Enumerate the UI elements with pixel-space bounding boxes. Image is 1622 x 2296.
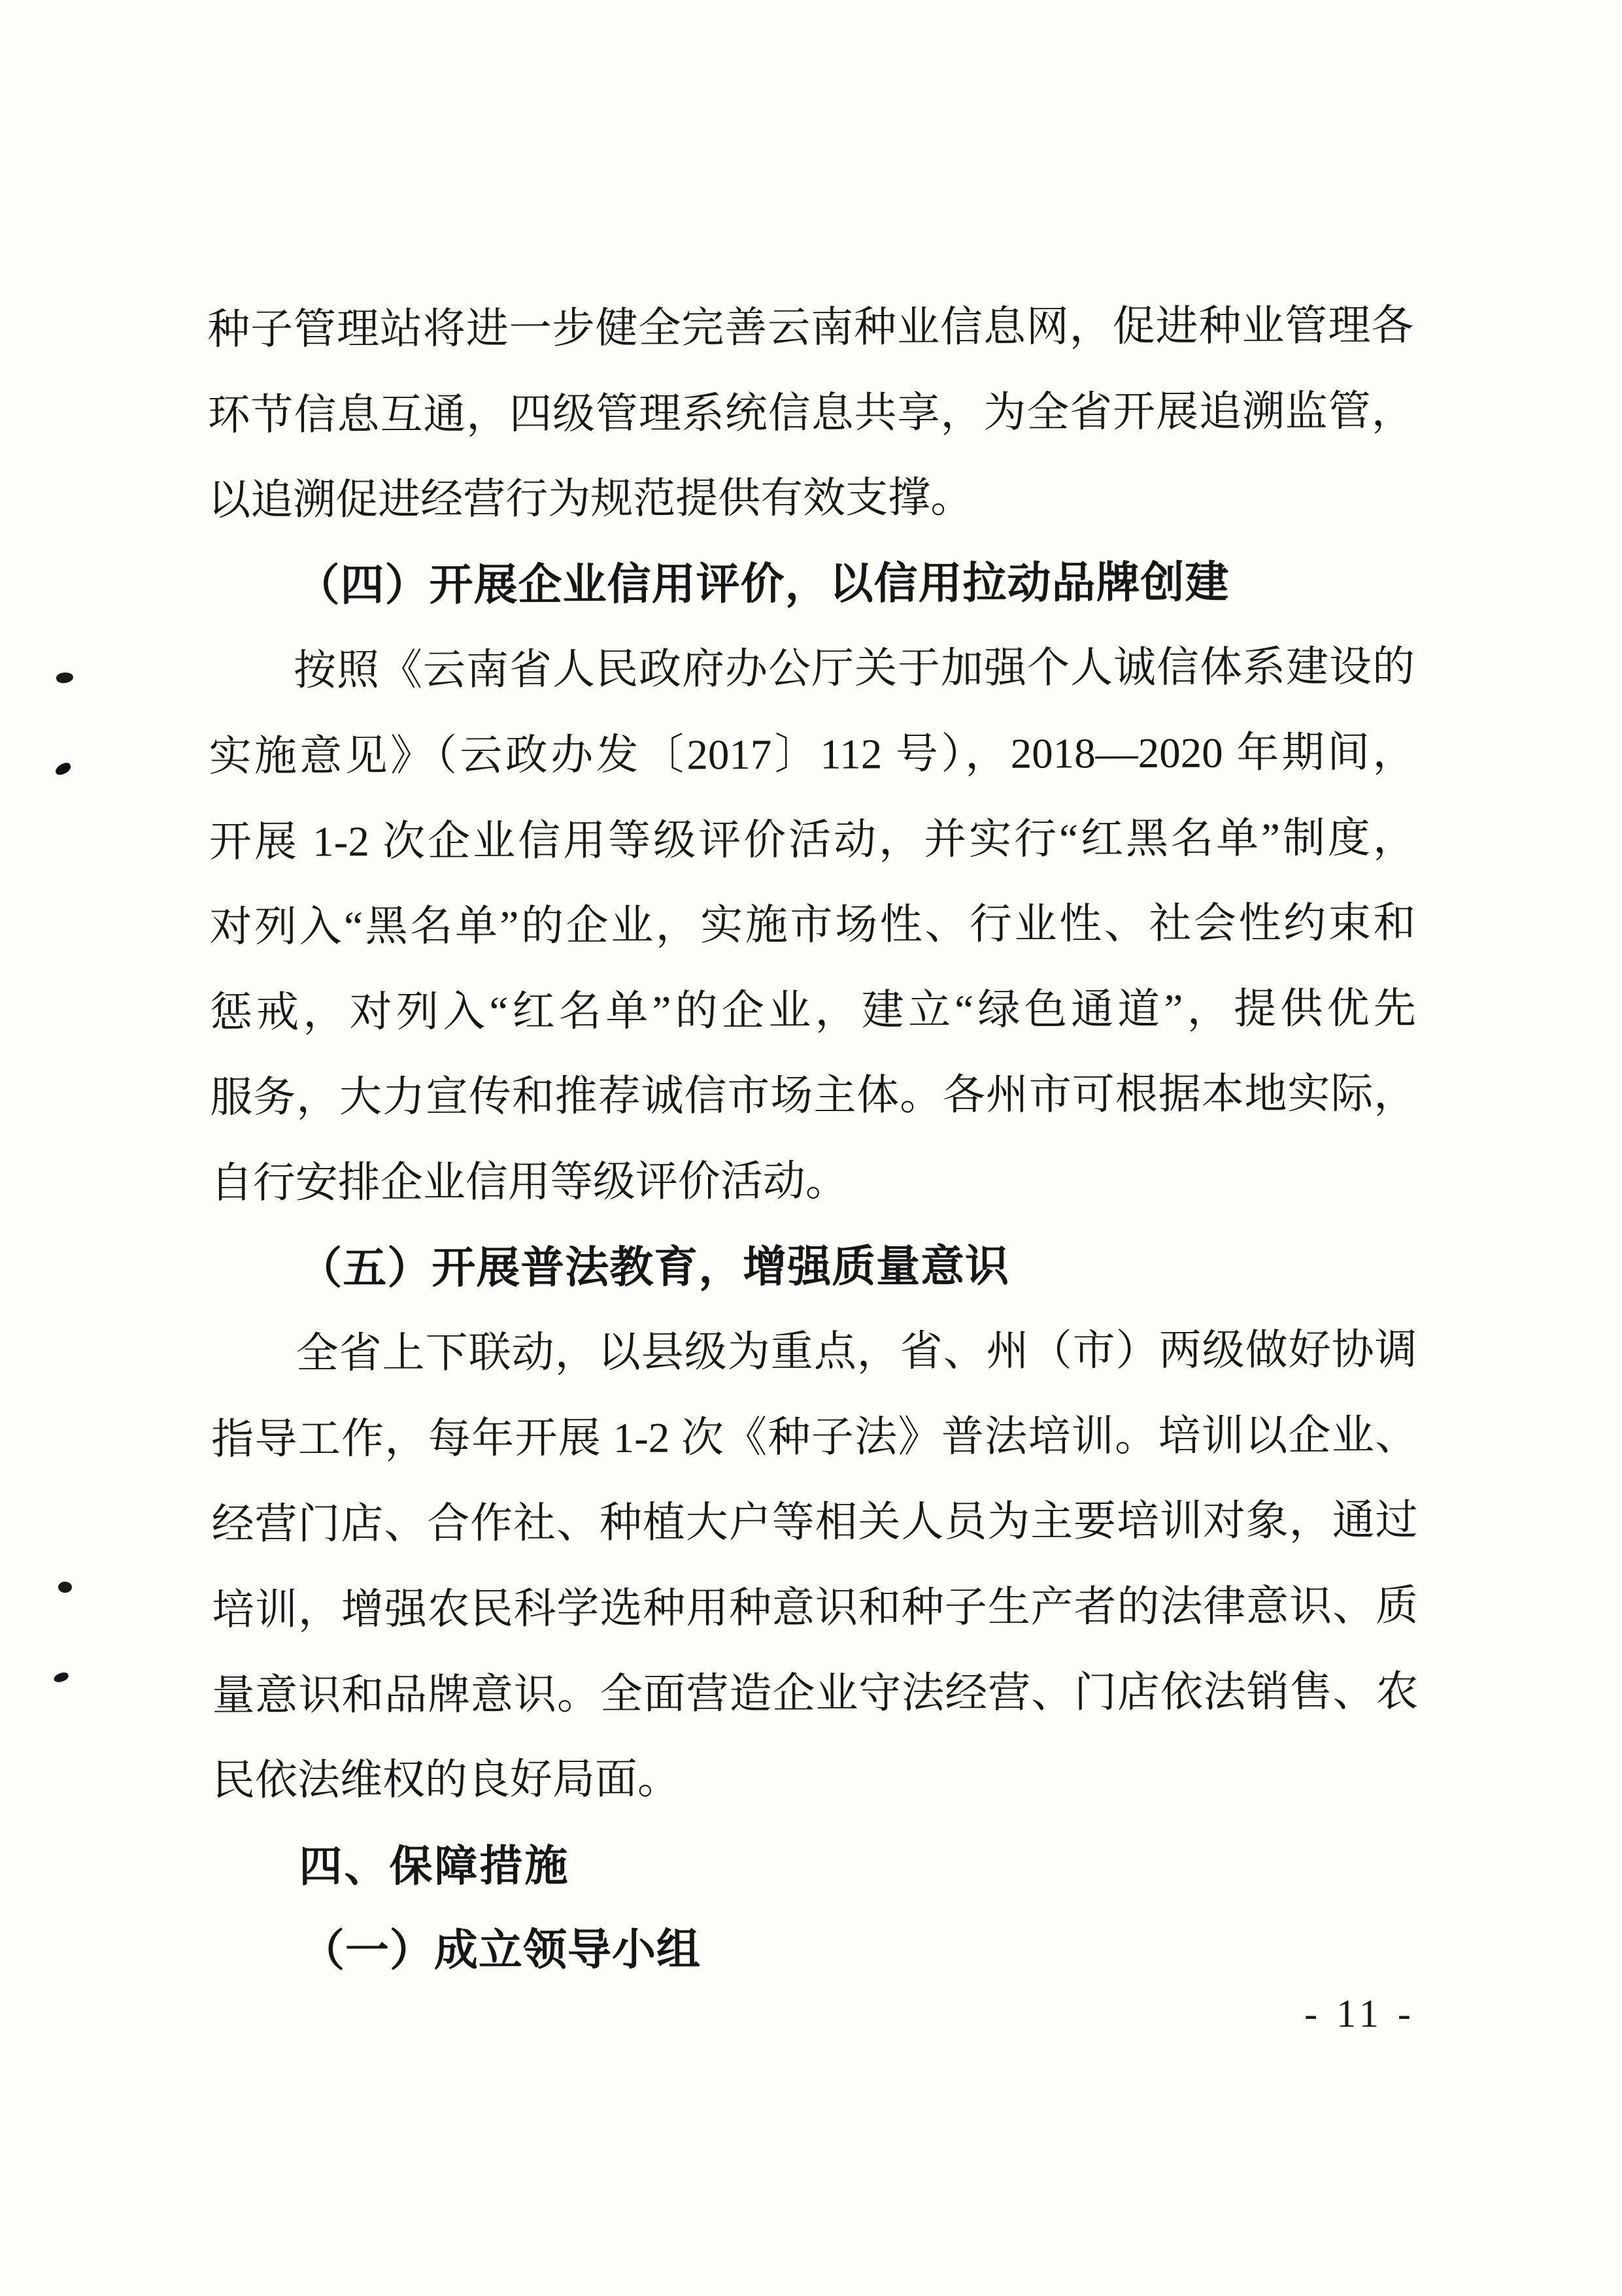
body-line: 按照《云南省人民政府办公厅关于加强个人诚信体系建设的: [293, 643, 1415, 695]
section-heading-l1: 四、保障措施: [299, 1840, 570, 1891]
page-number: - 11 -: [1304, 1992, 1415, 2035]
document-text-block: [207, 284, 1419, 1995]
body-line: 全省上下联动，以县级为重点，省、州（市）两级做好协调: [296, 1326, 1417, 1378]
body-line: 培训，增强农民科学选种用种意识和种子生产者的法律意识、质: [211, 1582, 1419, 1634]
ink-speck: [58, 1582, 72, 1593]
ink-speck: [53, 1671, 70, 1684]
body-line: 经营门店、合作社、种植大户等相关人员为主要培训对象，通过: [211, 1497, 1418, 1549]
body-line: 民依法维权的良好局面。: [212, 1755, 681, 1805]
body-line: 量意识和品牌意识。全面营造企业守法经营、门店依法销售、农: [212, 1668, 1419, 1720]
body-line: 惩戒，对列入“红名单”的企业，建立“绿色通道”，提供优先: [209, 985, 1416, 1037]
ink-speck: [56, 671, 74, 684]
section-heading-l2: （一）成立领导小组: [300, 1925, 701, 1976]
body-line: 实施意见》（云政办发〔2017〕112 号），2018—2020 年期间，: [209, 729, 1415, 780]
body-line: 指导工作，每年开展 1-2 次《种子法》普法培训。培训以企业、: [211, 1412, 1418, 1463]
body-line: 开展 1-2 次企业信用等级评价活动，并实行“红黑名单”制度，: [209, 814, 1416, 866]
ink-speck: [54, 761, 73, 777]
body-line: 种子管理站将进一步健全完善云南种业信息网，促进种业管理各: [207, 302, 1414, 354]
body-line: 以追溯促进经营行为规范提供有效支撑。: [208, 474, 973, 525]
body-line: 环节信息互通，四级管理系统信息共享，为全省开展追溯监管，: [207, 388, 1414, 439]
body-line: 服务，大力宣传和推荐诚信市场主体。各州市可根据本地实际，: [210, 1070, 1417, 1122]
body-line: 对列入“黑名单”的企业，实施市场性、行业性、社会性约束和: [209, 899, 1416, 952]
section-heading-l2: （四）开展企业信用评价，以信用拉动品牌创建: [296, 558, 1230, 610]
section-heading-l2: （五）开展普法教育，增强质量意识: [298, 1242, 1010, 1293]
body-line: 自行安排企业信用等级评价活动。: [210, 1157, 848, 1207]
